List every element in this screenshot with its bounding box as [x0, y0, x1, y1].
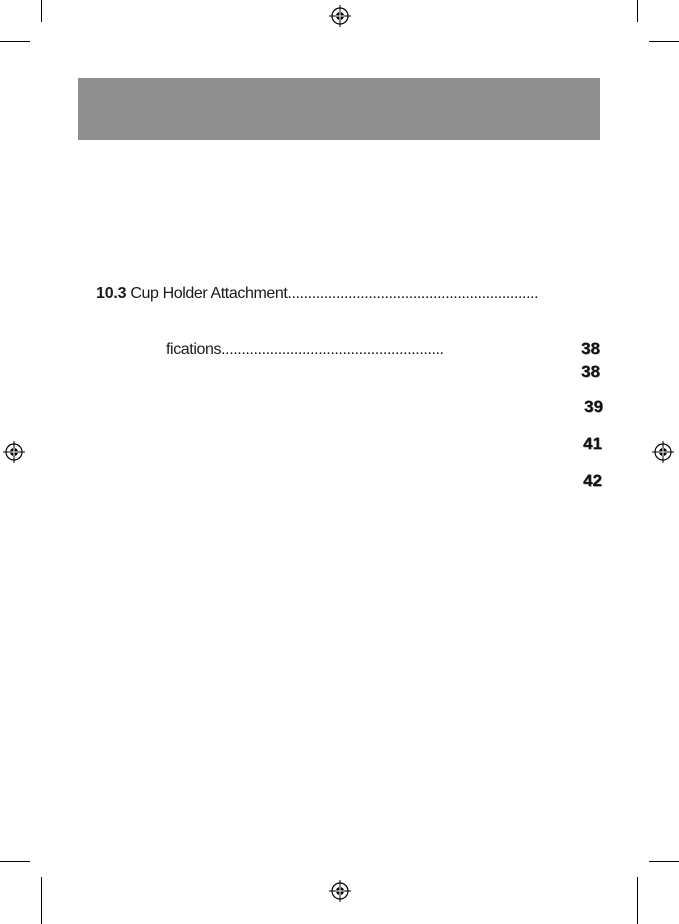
page-number: 41	[583, 434, 602, 453]
crop-mark-bottom-right-vertical	[637, 877, 638, 924]
header-bar	[78, 78, 600, 140]
toc-entry-title: Cup Holder Attachment	[130, 285, 288, 302]
toc-entry-number: 10.3	[96, 285, 127, 302]
crop-mark-top-right-vertical	[637, 0, 638, 22]
crop-mark-bottom-left-horizontal	[0, 861, 30, 862]
toc-entry-cup-holder	[96, 285, 538, 303]
registration-mark-top-icon	[329, 5, 351, 27]
toc-entry-specifications	[166, 341, 444, 359]
crop-mark-bottom-right-horizontal	[649, 861, 679, 862]
toc-entry-leader: ..............................................................	[287, 285, 539, 302]
registration-mark-bottom-icon	[329, 880, 351, 902]
toc-entry-title: fications	[166, 341, 222, 358]
page-number: 42	[583, 471, 602, 490]
page-number: 39	[584, 397, 603, 416]
registration-mark-right-icon	[652, 441, 674, 463]
page-number: 38	[581, 339, 600, 358]
page-number: 38	[581, 362, 600, 381]
registration-mark-left-icon	[3, 441, 25, 463]
crop-mark-top-left-vertical	[41, 0, 42, 22]
toc-entry-leader: .......................................................	[221, 341, 444, 358]
crop-mark-top-left-horizontal	[0, 41, 30, 42]
crop-mark-bottom-left-vertical	[41, 877, 42, 924]
crop-mark-top-right-horizontal	[649, 41, 679, 42]
